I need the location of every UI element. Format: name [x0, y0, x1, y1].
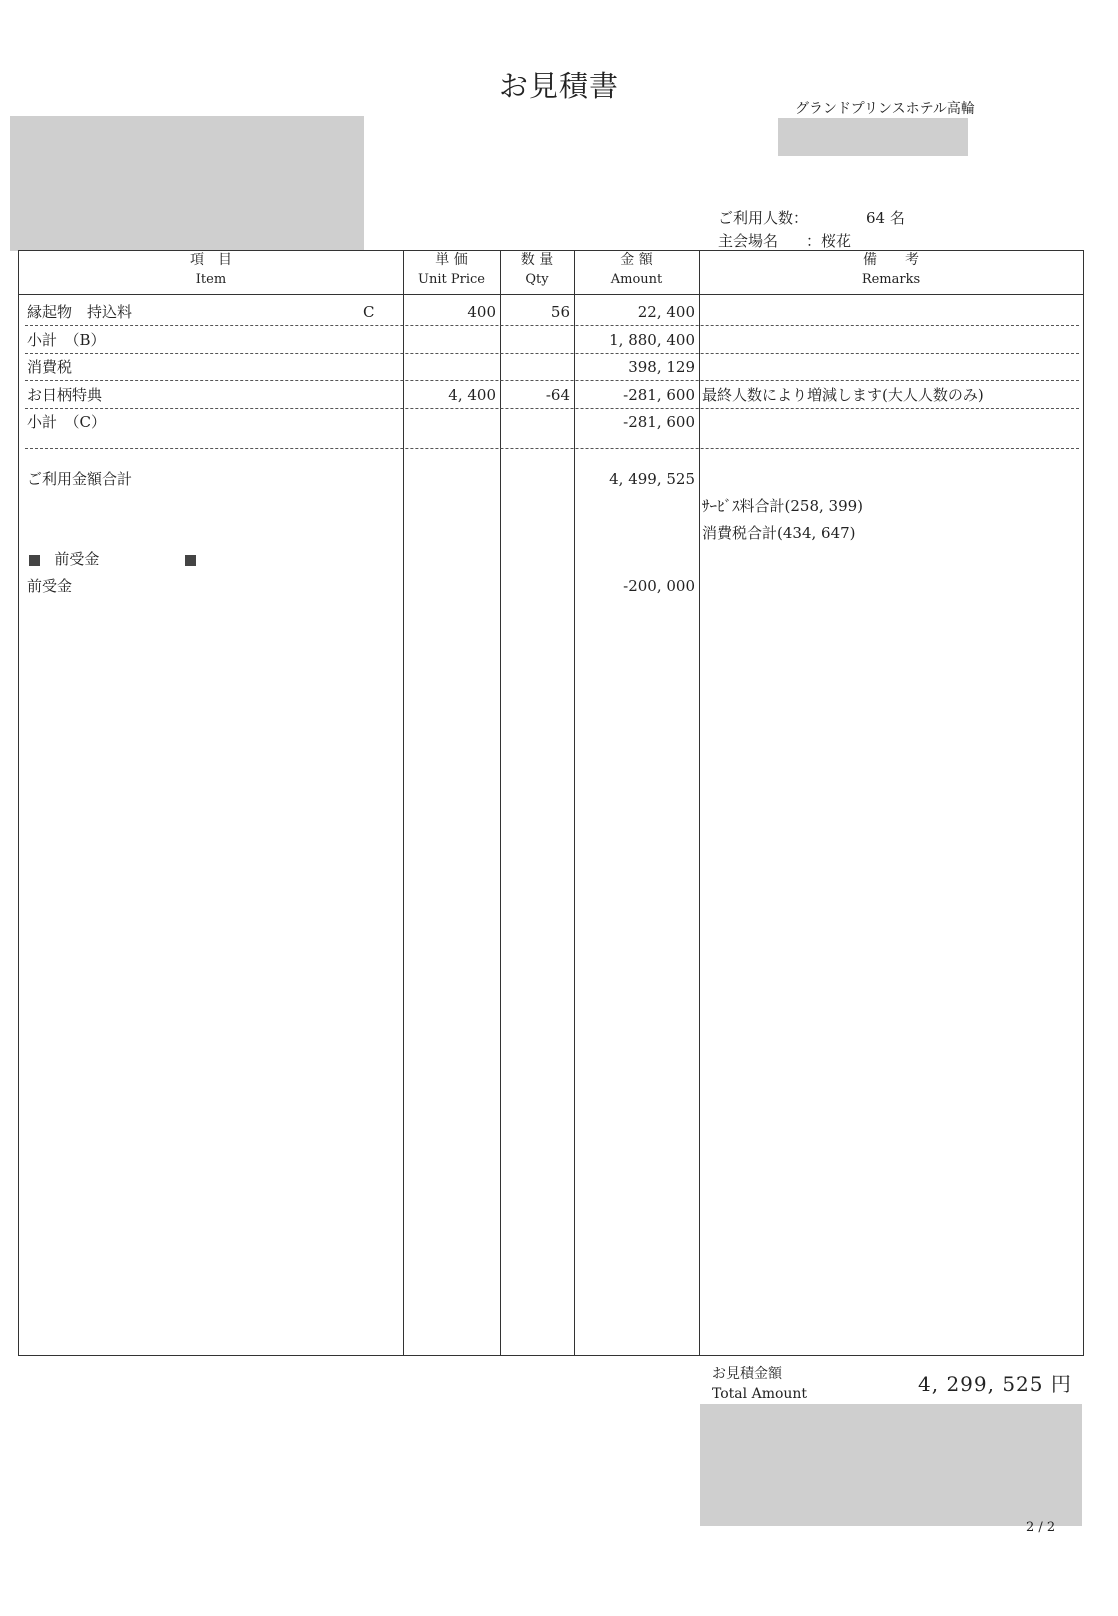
estimate-table	[18, 250, 1084, 1356]
row-code: C	[363, 303, 375, 321]
column-divider	[403, 251, 404, 1355]
row-item: 小計 （C）	[27, 413, 106, 431]
header-qty-ja: 数 量	[520, 252, 554, 268]
guests-label: ご利用人数：	[718, 209, 809, 227]
header-item-en: Item	[195, 272, 227, 287]
row-amount: -281, 600	[623, 386, 695, 404]
redacted-customer-info	[10, 116, 364, 251]
venue-value: ：桜花	[806, 232, 852, 250]
header-unit-price-en: Unit Price	[418, 272, 485, 287]
hotel-name: グランドプリンスホテル高輪	[795, 101, 975, 117]
row-amount: 398, 129	[628, 358, 695, 376]
header-remarks-en: Remarks	[861, 272, 921, 287]
page-number: 2 / 2	[1026, 1520, 1056, 1535]
grand-total-amount: 4, 499, 525	[609, 470, 695, 488]
document-title: お見積書	[498, 69, 619, 103]
header-qty	[500, 251, 574, 293]
row-unit-price: 4, 400	[448, 386, 496, 404]
section-divider	[25, 448, 1079, 449]
row-item: 縁起物 持込料	[27, 303, 133, 321]
total-amount-value: 4, 299, 525 円	[918, 1372, 1072, 1396]
row-qty: 56	[550, 303, 570, 321]
square-bullet-icon	[185, 546, 196, 572]
service-charge-note: ｻｰﾋﾞｽ料合計(258, 399)	[702, 497, 864, 515]
square-bullet-icon	[29, 555, 40, 566]
total-amount-label	[712, 1364, 807, 1404]
header-item	[19, 251, 403, 293]
column-divider	[500, 251, 501, 1355]
row-qty: -64	[545, 386, 570, 404]
deposit-amount: -200, 000	[623, 577, 695, 595]
row-item: お日柄特典	[27, 386, 103, 404]
header-divider	[19, 294, 1083, 295]
header-unit-price-ja: 単 価	[435, 252, 468, 268]
row-divider	[25, 353, 1079, 354]
header-qty-en: Qty	[525, 272, 549, 287]
row-item: 消費税	[27, 358, 73, 376]
row-divider	[25, 408, 1079, 409]
deposit-label: 前受金	[27, 577, 73, 595]
row-divider	[25, 325, 1079, 326]
deposit-section-label: 前受金	[54, 550, 100, 568]
header-remarks-ja: 備 考	[863, 252, 919, 268]
header-amount-ja: 金 額	[620, 252, 653, 268]
guests-value: 64 名	[866, 209, 905, 227]
venue-label: 主会場名	[718, 232, 779, 250]
row-item: 小計 （B）	[27, 331, 106, 349]
total-amount-label-ja: お見積金額	[712, 1366, 782, 1382]
column-divider	[699, 251, 700, 1355]
header-remarks	[699, 251, 1083, 293]
header-item-ja: 項 目	[190, 252, 232, 268]
header-unit-price	[403, 251, 500, 293]
row-amount: 22, 400	[637, 303, 695, 321]
row-divider	[25, 380, 1079, 381]
header-amount-en: Amount	[610, 272, 663, 287]
redacted-hotel-contact	[778, 118, 968, 156]
total-amount-label-en: Total Amount	[712, 1386, 808, 1402]
row-amount: 1, 880, 400	[609, 331, 695, 349]
deposit-section-heading	[29, 546, 99, 572]
redacted-footer-info	[700, 1404, 1082, 1526]
row-amount: -281, 600	[623, 413, 695, 431]
header-amount	[574, 251, 699, 293]
row-remarks: 最終人数により増減します(大人人数のみ)	[702, 386, 984, 404]
grand-total-label: ご利用金額合計	[27, 470, 133, 488]
row-unit-price: 400	[467, 303, 496, 321]
tax-total-note: 消費税合計(434, 647)	[702, 524, 856, 542]
